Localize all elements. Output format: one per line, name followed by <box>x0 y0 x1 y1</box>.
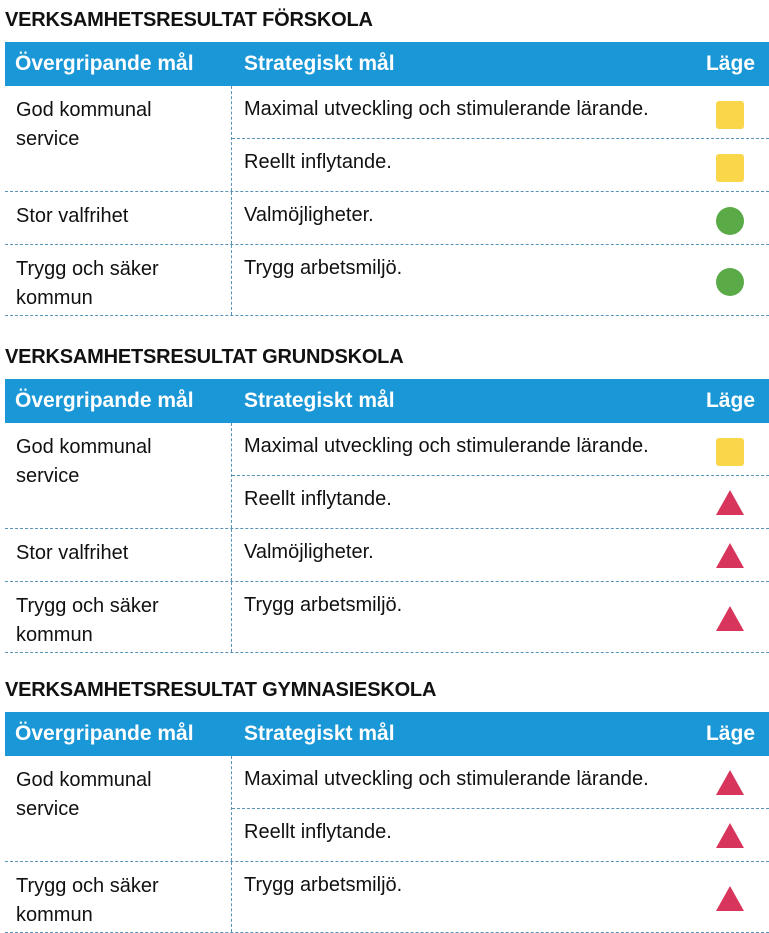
yellow-square-icon <box>715 100 745 130</box>
goal-group-god-kommunal-service <box>5 756 769 862</box>
results-table <box>5 42 769 316</box>
table-header <box>5 379 769 423</box>
strategic-row <box>232 245 769 315</box>
goal-group-god-kommunal-service <box>5 423 769 529</box>
red-triangle-icon <box>715 768 745 798</box>
strategic-row <box>232 139 769 191</box>
overall-goal: God kommunal service <box>16 769 152 820</box>
green-circle-icon <box>715 206 745 236</box>
red-triangle-icon <box>715 488 745 518</box>
goal-group-trygg-och-saker-kommun <box>5 862 769 933</box>
goal-group-god-kommunal-service <box>5 86 769 192</box>
header-overall-goal: Övergripande mål <box>15 52 194 75</box>
red-triangle-icon <box>715 541 745 571</box>
strategic-goal: Trygg arbetsmiljö. <box>244 594 403 616</box>
strategic-goal: Maximal utveckling och stimulerande lärande. <box>244 768 649 790</box>
strategic-row <box>232 476 769 528</box>
overall-goal: God kommunal service <box>16 436 152 487</box>
section-title: VERKSAMHETSRESULTAT GYMNASIESKOLA <box>5 679 437 701</box>
strategic-goal: Reellt inflytande. <box>244 488 392 510</box>
overall-goal: God kommunal service <box>16 99 152 150</box>
table-header <box>5 712 769 756</box>
red-triangle-icon <box>715 821 745 851</box>
yellow-square-icon <box>715 437 745 467</box>
strategic-row <box>232 86 769 139</box>
strategic-goal: Trygg arbetsmiljö. <box>244 257 403 279</box>
header-status: Läge <box>705 52 755 75</box>
strategic-row <box>232 529 769 581</box>
results-table <box>5 379 769 653</box>
strategic-row <box>232 582 769 652</box>
strategic-row <box>232 862 769 932</box>
section-title: VERKSAMHETSRESULTAT GRUNDSKOLA <box>5 346 404 368</box>
header-strategic-goal: Strategiskt mål <box>244 722 395 745</box>
red-triangle-icon <box>715 604 745 634</box>
strategic-goal: Valmöjligheter. <box>244 204 374 226</box>
overall-goal: Trygg och säker kommun <box>16 595 159 646</box>
strategic-row <box>232 192 769 244</box>
goal-group-trygg-och-saker-kommun <box>5 245 769 316</box>
header-status: Läge <box>705 722 755 745</box>
overall-goal: Trygg och säker kommun <box>16 258 159 309</box>
overall-goal: Stor valfrihet <box>16 205 129 227</box>
results-table <box>5 712 769 933</box>
red-triangle-icon <box>715 884 745 914</box>
table-header <box>5 42 769 86</box>
strategic-goal: Reellt inflytande. <box>244 151 392 173</box>
header-status: Läge <box>705 389 755 412</box>
overall-goal: Trygg och säker kommun <box>16 875 159 926</box>
goal-group-trygg-och-saker-kommun <box>5 582 769 653</box>
section-title: VERKSAMHETSRESULTAT FÖRSKOLA <box>5 9 373 31</box>
header-overall-goal: Övergripande mål <box>15 389 194 412</box>
strategic-goal: Reellt inflytande. <box>244 821 392 843</box>
overall-goal: Stor valfrihet <box>16 542 129 564</box>
header-strategic-goal: Strategiskt mål <box>244 389 395 412</box>
green-circle-icon <box>715 267 745 297</box>
strategic-row <box>232 756 769 809</box>
strategic-goal: Valmöjligheter. <box>244 541 374 563</box>
goal-group-stor-valfrihet <box>5 192 769 245</box>
header-overall-goal: Övergripande mål <box>15 722 194 745</box>
strategic-goal: Maximal utveckling och stimulerande lärande. <box>244 435 649 457</box>
goal-group-stor-valfrihet <box>5 529 769 582</box>
strategic-row <box>232 809 769 861</box>
strategic-goal: Trygg arbetsmiljö. <box>244 874 403 896</box>
strategic-goal: Maximal utveckling och stimulerande lärande. <box>244 98 649 120</box>
header-strategic-goal: Strategiskt mål <box>244 52 395 75</box>
yellow-square-icon <box>715 153 745 183</box>
strategic-row <box>232 423 769 476</box>
